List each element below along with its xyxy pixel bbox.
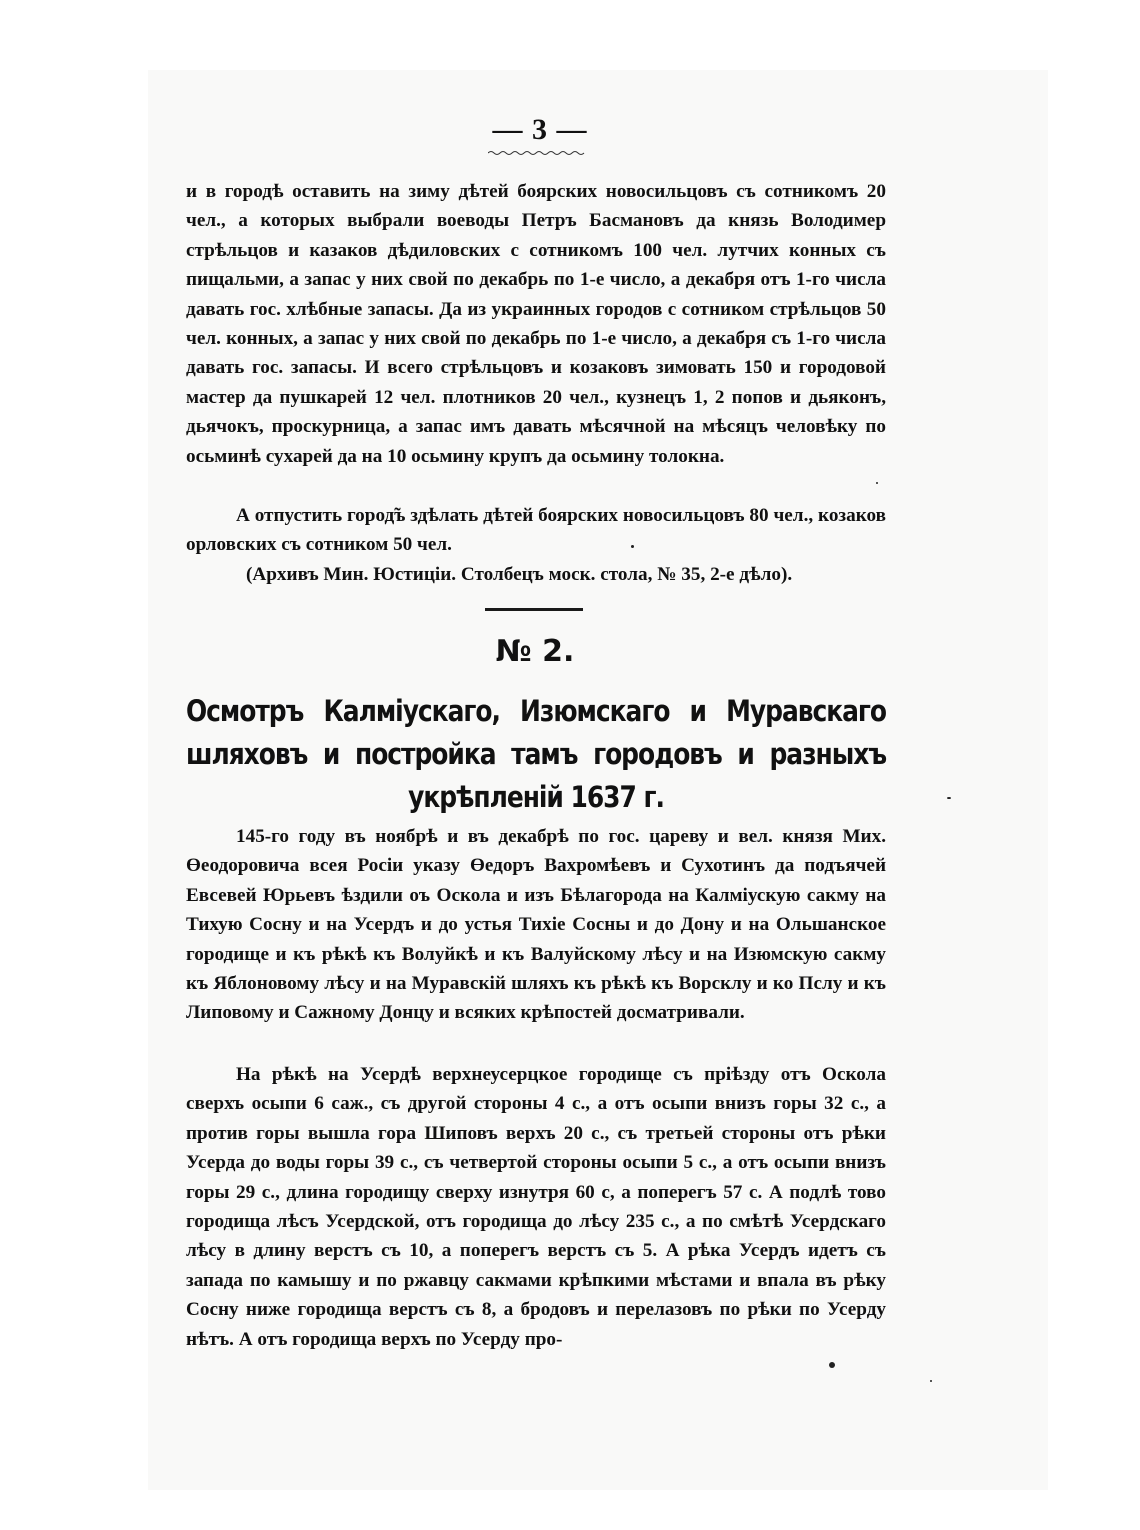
scan-speck <box>631 545 634 548</box>
archive-citation: (Архивъ Мин. Юстиціи. Столбецъ моск. стола, № 35, 2-е дѣло). <box>246 564 793 585</box>
scan-speck <box>930 1380 932 1382</box>
page-number: — 3 — <box>492 113 588 146</box>
scan-speck <box>829 1362 835 1368</box>
paragraph-text: На рѣкѣ на Усердѣ верхнеусерцкое городище съ пріѣзду отъ Оскола сверхъ осыпи 6 саж., съ другой стороны 4 с., а отъ осыпи внизъ горы 32 с., а против горы вышла гора Шиповъ верхъ 20 с., съ третьей стороны отъ рѣки Усерда до воды горы 39 с., съ четвертой стороны осыпи 5 с., а отъ осыпи внизъ горы 29 с., длина городищу сверху изнутря 60 с, а поперегъ 57 с. А подлѣ тово городища лѣсъ Усердской, отъ городища до лѣсу 235 с., а по смѣтѣ Усердскаго лѣсу в длину верстъ съ 10, а поперегъ верстъ съ 5. А рѣка Усердъ идетъ съ запада по камышу и по ржавцу сакмами крѣпкими мѣстами и впала въ рѣку Сосну ниже городища верстъ съ 8, а бродовъ и перелазовъ по рѣки по Усерду нѣтъ. А отъ городища верхъ по Усерду про- <box>186 1064 886 1350</box>
paragraph-text: А отпустить город̃ъ здѣлать дѣтей боярских новосильцовъ 80 чел., козаков орловских съ сотником 50 чел. <box>186 505 886 556</box>
paragraph-text: и в городѣ оставить на зиму дѣтей боярских новосильцовъ съ сотникомъ 20 чел., а которых выбрали воеводы Петръ Басмановъ да князь Володимер стрѣльцов и казаков дѣдиловских с сотникомъ 100 чел. лутчих конных съ пищальми, а запас у них свой по декабрь по 1-е число, а декабря отъ 1-го числа давать гос. хлѣбные запасы. Да из украинных городов с сотником стрѣльцов 50 чел. конных, а запас у них свой по декабрь по 1-е число, а декабря съ 1-го числа давать гос. запасы. И всего стрѣльцовъ и козаковъ зимовать 150 и городовой мастер да пушкарей 12 чел. плотников 20 чел., кузнецъ 1, 2 попов и дьяконъ, дьячокъ, проскурница, а запас имъ давать мѣсячной на мѣсяцъ человѣку по осьминѣ сухарей да на 10 осьмину крупъ да осьмину толокна. <box>186 181 886 467</box>
paragraph-text: 145-го году въ ноябрѣ и въ декабрѣ по гос. цареву и вел. князя Мих. Өеодоровича всея Росіи указу Өедоръ Вахромѣевъ и Сухотинъ да подъячей Евсевей Юрьевъ ѣздили оъ Оскола и изъ Бѣлагорода на Калміускую сакму на Тихую Сосну и на Усердъ и до устья Тихіе Сосны и до Дону и на Ольшанское городище и къ рѣкѣ къ Волуйкѣ и къ Валуйскому лѣсу и на Изюмскую сакму къ Яблоновому лѣсу и на Муравскій шляхъ къ рѣкѣ къ Ворсклу и ко Пслу и къ Липовому и Сажному Донцу и всяких крѣпостей досматривали. <box>186 826 886 1024</box>
scan-speck <box>876 482 878 484</box>
paragraph-body-1 <box>186 822 886 1028</box>
section-divider <box>485 608 583 611</box>
page-number-underline <box>488 150 586 156</box>
document-number: № 2. <box>495 634 575 669</box>
paragraph-top-2 <box>186 501 886 560</box>
paragraph-body-2 <box>186 1060 886 1354</box>
document-title: Осмотръ Калміускаго, Изюмскаго и Муравскаго шляховъ и постройка тамъ городовъ и разныхъ укрѣпленій 1637 г. <box>186 694 887 814</box>
scan-speck <box>947 797 951 799</box>
paragraph-top-1 <box>186 177 886 471</box>
